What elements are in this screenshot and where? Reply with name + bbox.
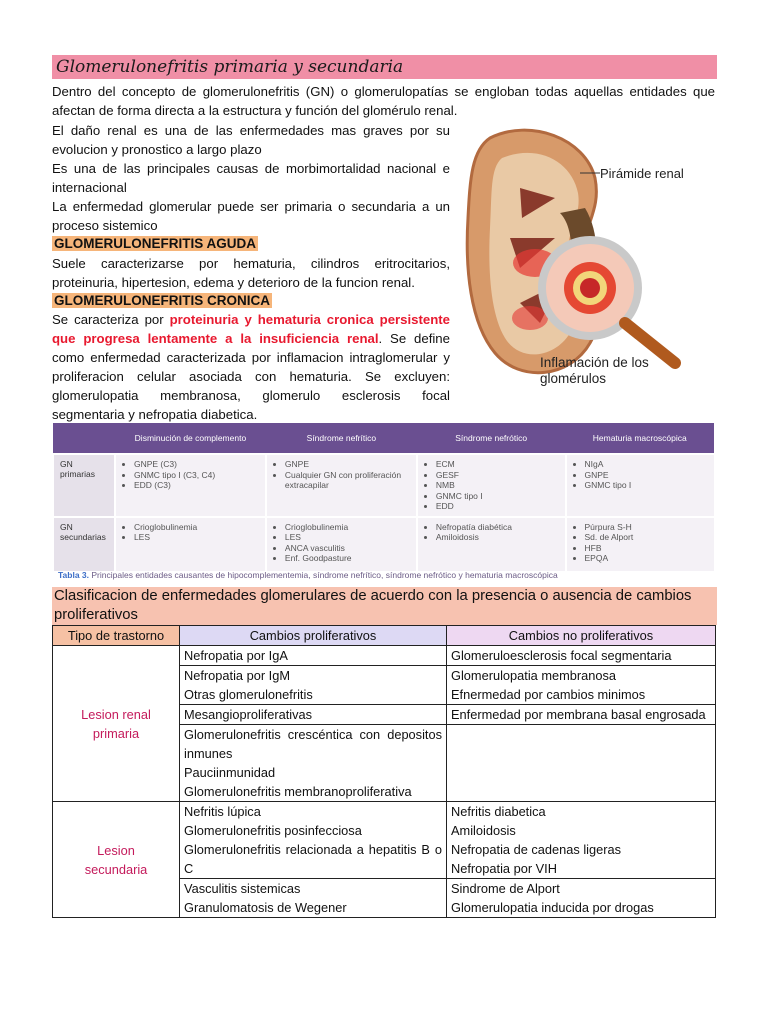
- list-item: • EDD (C3): [134, 480, 259, 491]
- cell-line: Glomerulonefritis membranoproliferativa: [184, 784, 412, 799]
- title-bar: [52, 55, 717, 79]
- classification-table: [52, 625, 716, 918]
- t1-header-nefritico: Síndrome nefrítico: [266, 423, 417, 454]
- table-caption: [58, 570, 558, 580]
- t2-cell: Mesangioproliferativas: [180, 705, 447, 725]
- list-item: • HFB: [585, 543, 708, 554]
- t2-cell: Glomeruloesclerosis focal segmentaria: [447, 646, 716, 666]
- t2-cell: [180, 879, 447, 918]
- cell-line: Glomerulopatia membranosa: [451, 668, 617, 683]
- cronica-post: . Se define como enfermedad caracterizada por inflamacion intraglomerular y proliferacion celular asociada con hematuria. Se excluyen: glomerulopatia membranosa, glomerulo esclerosis focal segmentaria y nefropatia diabetica.: [52, 331, 450, 422]
- table-row: [53, 802, 716, 879]
- list-item: • NMB: [436, 480, 559, 491]
- cell-line: Otras glomerulonefritis: [184, 687, 313, 702]
- table-row: [53, 517, 714, 571]
- caption-label: Tabla 3.: [58, 570, 90, 580]
- cell-line: Pauciinmunidad: [184, 765, 276, 780]
- group-secundaria-line2: secundaria: [84, 861, 148, 877]
- list-item: • GNMC tipo I: [585, 480, 708, 491]
- t1-row-label: GN primarias: [53, 454, 115, 517]
- list-item: • GNMC tipo I: [436, 491, 559, 502]
- cell-line: Glomerulonefritis posinfecciosa: [184, 823, 362, 838]
- classification-table-header: [53, 626, 716, 646]
- t2-header-no-proliferativos: Cambios no proliferativos: [447, 626, 716, 646]
- kidney-illustration: [460, 118, 715, 398]
- heading-aguda-label: GLOMERULONEFRITIS AGUDA: [54, 236, 256, 251]
- list-item: • Cualquier GN con proliferación extracapilar: [285, 470, 410, 491]
- paragraph-aguda: Suele caracterizarse por hematuria, cilindros eritrocitarios, proteinuria, hipertesion, edema y deterioro de la funcion renal.: [52, 256, 450, 290]
- paragraph-primary-secondary: La enfermedad glomerular puede ser primaria o secundaria a un proceso sistemico: [52, 199, 450, 233]
- cell-line: Nefropatia de cadenas ligeras: [451, 842, 622, 857]
- list-item: • NIgA: [585, 459, 708, 470]
- t1-header-empty: [53, 423, 115, 454]
- cell-line: Glomerulopatia inducida por drogas: [451, 900, 654, 915]
- group-primaria: [53, 646, 180, 802]
- list-item: • ANCA vasculitis: [285, 543, 410, 554]
- t1-cell: [566, 454, 714, 517]
- t1-cell: [417, 517, 566, 571]
- cronica-pre: Se caracteriza por: [52, 312, 170, 327]
- cell-line: Glomerulonefritis relacionada a hepatitis B o C: [184, 842, 442, 876]
- cell-line: Nefritis lúpica: [184, 804, 261, 819]
- group-primaria-line2: primaria: [92, 725, 140, 741]
- list-item: • Enf. Goodpasture: [285, 553, 410, 564]
- caption-text: Principales entidades causantes de hipocomplementemia, síndrome nefrítico, síndrome nefrótico y hematuria macroscópica: [89, 570, 558, 580]
- list-item: • GESF: [436, 470, 559, 481]
- paragraph-damage: El daño renal es una de las enfermedades mas graves por su evolucion y pronostico a largo plazo: [52, 123, 450, 157]
- list-item: • GNMC tipo I (C3, C4): [134, 470, 259, 481]
- list-item: • Crioglobulinemia: [285, 522, 410, 533]
- list-item: • EDD: [436, 501, 559, 512]
- list-item: • GNPE: [285, 459, 410, 470]
- label-inflamacion-2: glomérulos: [540, 371, 607, 386]
- t2-cell: [180, 666, 447, 705]
- cell-line: Nefritis diabetica: [451, 804, 546, 819]
- t1-cell: [417, 454, 566, 517]
- list-item: • Sd. de Alport: [585, 532, 708, 543]
- entities-table-header: [53, 423, 714, 454]
- table-row: [53, 646, 716, 666]
- group-primaria-line1: Lesion renal: [81, 706, 151, 722]
- t2-cell: Nefropatia por IgA: [180, 646, 447, 666]
- list-item: • LES: [134, 532, 259, 543]
- t1-header-hematuria: Hematuria macroscópica: [566, 423, 714, 454]
- t2-cell-empty: [447, 725, 716, 802]
- t1-cell: [266, 454, 417, 517]
- list-item: • LES: [285, 532, 410, 543]
- list-item: • ECM: [436, 459, 559, 470]
- list-item: • EPQA: [585, 553, 708, 564]
- heading-aguda: [52, 234, 258, 253]
- t2-cell: [447, 802, 716, 879]
- cell-line: Vasculitis sistemicas: [184, 881, 301, 896]
- t1-cell: [266, 517, 417, 571]
- list-item: • Amiloidosis: [436, 532, 559, 543]
- list-item: • GNPE (C3): [134, 459, 259, 470]
- label-inflamacion-1: Inflamación de los: [540, 355, 649, 370]
- t2-cell: [180, 725, 447, 802]
- t2-cell: [180, 802, 447, 879]
- classification-heading: [52, 587, 717, 625]
- cell-line: Amiloidosis: [451, 823, 516, 838]
- paragraph-cronica: [52, 310, 450, 424]
- t1-header-nefrotico: Síndrome nefrótico: [417, 423, 566, 454]
- t2-cell: Enfermedad por membrana basal engrosada: [447, 705, 716, 725]
- classification-heading-line1: Clasificacion de enfermedades glomerulares de acuerdo con la presencia o ausencia de cambios: [54, 588, 692, 604]
- list-item: • Crioglobulinemia: [134, 522, 259, 533]
- t1-cell: [115, 517, 266, 571]
- cell-line: Glomerulonefritis crescéntica con depositos inmunes: [184, 727, 442, 761]
- group-secundaria-line1: Lesion: [97, 842, 135, 858]
- cell-line: Nefropatia por IgM: [184, 668, 290, 683]
- group-secundaria: [53, 802, 180, 918]
- cell-line: Sindrome de Alport: [451, 881, 560, 896]
- t1-cell: [115, 454, 266, 517]
- t1-header-complemento: Disminución de complemento: [115, 423, 266, 454]
- classification-heading-line2: proliferativos: [54, 607, 138, 623]
- entities-table: [52, 423, 714, 571]
- t2-header-tipo: Tipo de trastorno: [53, 626, 180, 646]
- heading-cronica-label: GLOMERULONEFRITIS CRONICA: [54, 293, 270, 308]
- table-row: [53, 454, 714, 517]
- t2-header-proliferativos: Cambios proliferativos: [180, 626, 447, 646]
- list-item: • Nefropatía diabética: [436, 522, 559, 533]
- t1-cell: [566, 517, 714, 571]
- cell-line: Efnermedad por cambios minimos: [451, 687, 646, 702]
- cell-line: Granulomatosis de Wegener: [184, 900, 347, 915]
- list-item: • GNPE: [585, 470, 708, 481]
- paragraph-causes: Es una de las principales causas de morbimortalidad nacional e internacional: [52, 161, 450, 195]
- intro-paragraph: Dentro del concepto de glomerulonefritis (GN) o glomerulopatías se engloban todas aquellas entidades que afectan de forma directa a la estructura y función del glomérulo renal.: [52, 84, 715, 118]
- page-title: Glomerulonefritis primaria y secundaria: [56, 57, 404, 77]
- label-piramide: Pirámide renal: [600, 166, 684, 181]
- t1-row-label: GN secundarias: [53, 517, 115, 571]
- heading-cronica: [52, 291, 272, 310]
- cell-line: Nefropatia por VIH: [451, 861, 557, 876]
- t2-cell: [447, 666, 716, 705]
- t2-cell: [447, 879, 716, 918]
- list-item: • Púrpura S-H: [585, 522, 708, 533]
- cronica-highlight: proteinuria y hematuria cronica persistente que progresa lentamente a la insuficiencia renal: [52, 312, 450, 346]
